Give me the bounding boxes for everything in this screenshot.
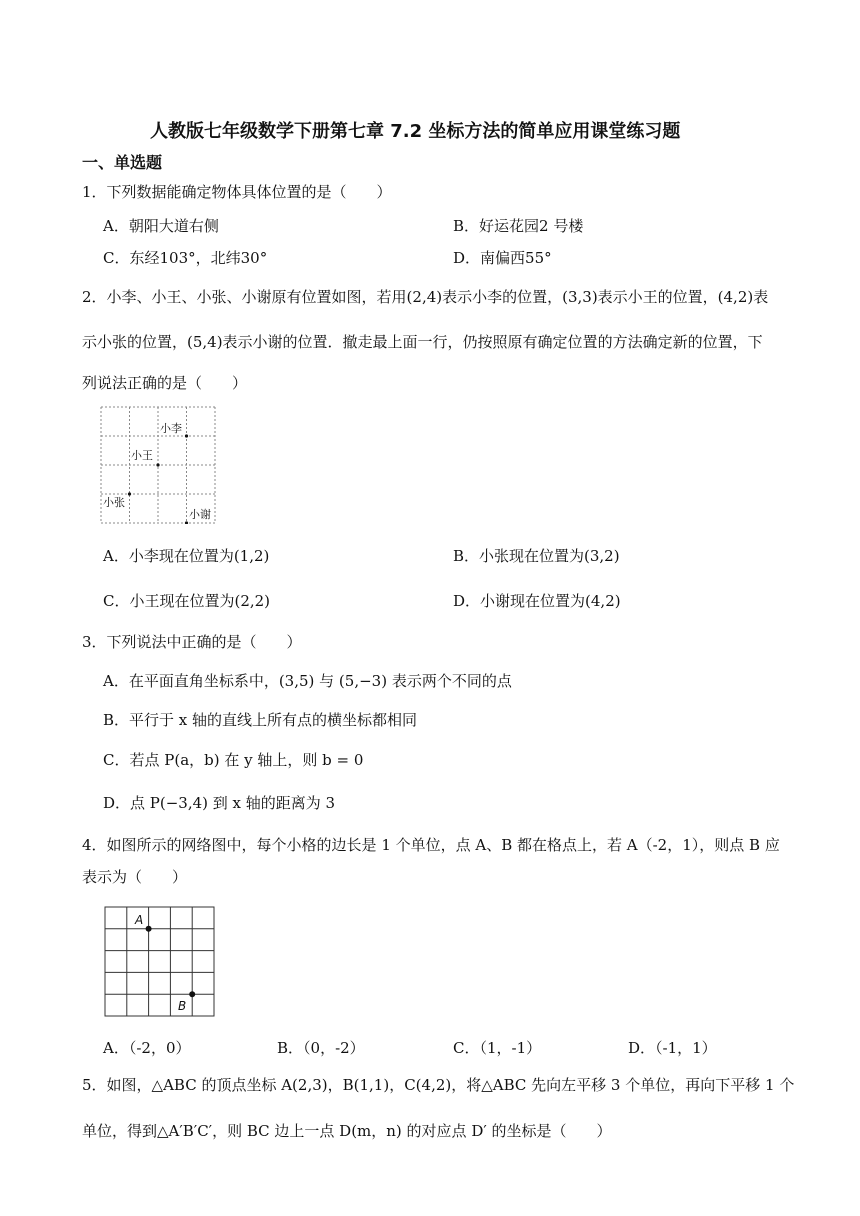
question-stem-line-1: 2．小李、小王、小张、小谢原有位置如图，若用(2,4)表示小李的位置，(3,3)表示小王的位置，(4,2)表: [82, 288, 769, 306]
option-c[interactable]: C．（1，-1）: [453, 1039, 542, 1057]
label-xiaoli: 小李: [160, 422, 182, 435]
question-stem-line-2: 表示为（ ）: [82, 868, 188, 886]
option-b[interactable]: B．（0，-2）: [277, 1039, 365, 1057]
point-b: [189, 991, 195, 997]
option-c[interactable]: C．东经103°，北纬30°: [103, 249, 268, 267]
question-stem: 3．下列说法中正确的是（ ）: [82, 633, 302, 651]
question-stem-line-2: 单位，得到△A′B′C′，则 BC 边上一点 D(m，n) 的对应点 D′ 的坐标是（ ）: [82, 1122, 612, 1140]
option-c[interactable]: C．若点 P(a，b) 在 y 轴上，则 b = 0: [103, 751, 364, 769]
option-d[interactable]: D．南偏西55°: [453, 249, 552, 267]
label-b: B: [178, 999, 187, 1013]
point-xiaozhang: [128, 492, 131, 495]
grid-figure-ab: [104, 906, 216, 1018]
label-a: A: [135, 913, 144, 927]
question-stem-line-1: 4．如图所示的网络图中，每个小格的边长是 1 个单位，点 A、B 都在格点上，若 A（-2，1），则点 B 应: [82, 836, 780, 854]
option-b[interactable]: B．小张现在位置为(3,2): [453, 547, 620, 565]
option-a[interactable]: A．朝阳大道右侧: [103, 217, 219, 235]
option-b[interactable]: B．好运花园2 号楼: [453, 217, 584, 235]
question-stem-line-2: 示小张的位置，(5,4)表示小谢的位置．撤走最上面一行，仍按照原有确定位置的方法确定新的位置，下: [82, 333, 763, 351]
option-b[interactable]: B．平行于 x 轴的直线上所有点的横坐标都相同: [103, 711, 418, 729]
seating-grid-figure: [100, 406, 216, 524]
option-d[interactable]: D．小谢现在位置为(4,2): [453, 592, 621, 610]
page-title: 人教版七年级数学下册第七章 7.2 坐标方法的简单应用课堂练习题: [150, 121, 681, 142]
question-stem-line-1: 5．如图，△ABC 的顶点坐标 A(2,3)，B(1,1)，C(4,2)，将△ABC 先向左平移 3 个单位，再向下平移 1 个: [82, 1076, 795, 1094]
option-a[interactable]: A．小李现在位置为(1,2): [103, 547, 270, 565]
section-heading: 一、单选题: [82, 153, 163, 172]
label-xiaowang: 小王: [131, 449, 153, 462]
label-xiaoxie: 小谢: [189, 508, 211, 521]
point-xiaoxie: [185, 521, 188, 524]
question-stem-line-3: 列说法正确的是（ ）: [82, 374, 248, 392]
point-xiaowang: [156, 463, 159, 466]
option-d[interactable]: D．点 P(−3,4) 到 x 轴的距离为 3: [103, 794, 336, 812]
point-xiaoli: [185, 434, 188, 437]
option-a[interactable]: A．（-2，0）: [103, 1039, 191, 1057]
option-a[interactable]: A．在平面直角坐标系中，(3,5) 与 (5,−3) 表示两个不同的点: [103, 672, 512, 690]
question-stem: 1．下列数据能确定物体具体位置的是（ ）: [82, 183, 392, 201]
label-xiaozhang: 小张: [103, 496, 125, 509]
point-a: [146, 926, 152, 932]
option-d[interactable]: D．（-1，1）: [628, 1039, 717, 1057]
option-c[interactable]: C．小王现在位置为(2,2): [103, 592, 271, 610]
